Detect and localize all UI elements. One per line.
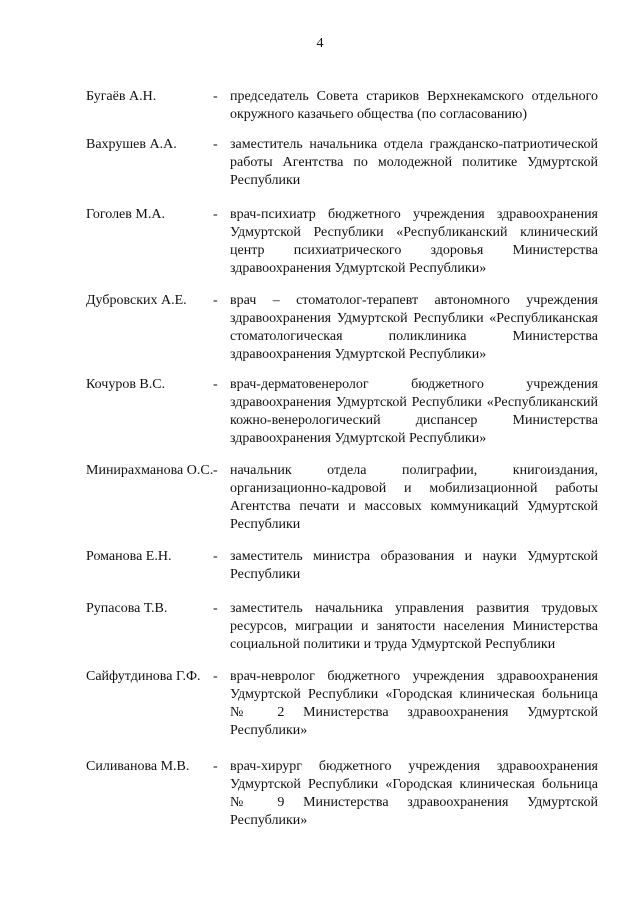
dash-separator: -	[213, 207, 218, 222]
dash-separator: -	[213, 549, 218, 564]
member-position: врач-психиатр бюджетного учреждения здравоохранения Удмуртской Республики «Республиканский клинический центр психиатрического здоровья Министерства здравоохранения Удмуртской Республики»	[230, 207, 598, 276]
member-name: Дубровских А.Е.	[86, 293, 187, 308]
member-position: врач-дерматовенеролог бюджетного учреждения здравоохранения Удмуртской Республики «Республиканский кожно-венерологический диспансер Министерства здравоохранения Удмуртской Республики»	[230, 377, 598, 446]
member-position: заместитель министра образования и науки Удмуртской Республики	[230, 549, 598, 582]
dash-separator: -	[213, 89, 218, 104]
member-name: Рупасова Т.В.	[86, 601, 168, 616]
dash-separator: -	[213, 377, 218, 392]
dash-separator: -	[213, 293, 218, 308]
member-position: начальник отдела полиграфии, книгоиздания, организационно-кадровой и мобилизационной работы Агентства печати и массовых коммуникаций Удмуртской Республики	[230, 463, 598, 532]
member-name: Бугаёв А.Н.	[86, 89, 157, 104]
member-position: врач – стоматолог-терапевт автономного учреждения здравоохранения Удмуртской Республики «Республиканская стоматологическая поликлиника Министерства здравоохранения Удмуртской Республики»	[230, 293, 598, 362]
member-name: Кочуров В.С.	[86, 377, 166, 392]
dash-separator: -	[213, 759, 218, 774]
member-name: Сайфутдинова Г.Ф.	[86, 669, 201, 684]
page-number: 4	[316, 36, 324, 51]
dash-separator: -	[213, 137, 218, 152]
member-name: Силиванова М.В.	[86, 759, 190, 774]
member-name: Романова Е.Н.	[86, 549, 172, 564]
member-name: Гоголев М.А.	[86, 207, 165, 222]
dash-separator: -	[213, 669, 218, 684]
member-position: заместитель начальника отдела гражданско-патриотической работы Агентства по молодежной политике Удмуртской Республики	[230, 137, 598, 188]
dash-separator: -	[213, 463, 218, 478]
member-position: врач-невролог бюджетного учреждения здравоохранения Удмуртской Республики «Городская клиническая больница № 2 Министерства здравоохранения Удмуртской Республики»	[230, 669, 598, 738]
member-position: председатель Совета стариков Верхнекамского отдельного окружного казачьего общества (по согласованию)	[230, 89, 598, 122]
dash-separator: -	[213, 601, 218, 616]
member-position: врач-хирург бюджетного учреждения здравоохранения Удмуртской Республики «Городская клиническая больница № 9 Министерства здравоохранения Удмуртской Республики»	[230, 759, 598, 828]
member-name: Минирахманова О.С.	[86, 463, 214, 478]
member-name: Вахрушев А.А.	[86, 137, 177, 152]
member-position: заместитель начальника управления развития трудовых ресурсов, миграции и занятости населения Министерства социальной политики и труда Удмуртской Республики	[230, 601, 598, 652]
